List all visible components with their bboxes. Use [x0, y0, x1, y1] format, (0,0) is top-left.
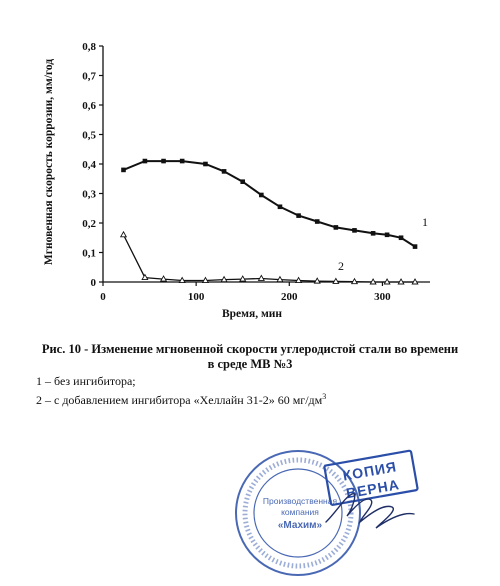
y-tick-label: 0,5	[82, 129, 96, 142]
company-seal	[236, 451, 360, 575]
caption-title: Изменение мгновенной скорости углеродистой стали во времени	[91, 342, 459, 356]
x-tick-label: 200	[281, 291, 298, 303]
legend-item-2-sup: 3	[322, 392, 327, 401]
series-label-1: 1	[422, 215, 428, 229]
x-axis-title: Время, мин	[221, 308, 283, 320]
copy-stamp	[324, 450, 418, 505]
y-tick-label: 0,4	[82, 159, 96, 171]
y-tick-label: 0,1	[82, 247, 96, 260]
legend-item-2-text: 2 – с добавлением ингибитора «Хеллайн 31-2» 60 мг/дм	[36, 393, 323, 407]
y-tick-label: 0,2	[82, 218, 96, 230]
copy-stamp-line-2: ВЕРНА	[344, 476, 401, 502]
series-label-2: 2	[338, 259, 344, 273]
y-tick-label: 0	[90, 277, 96, 289]
x-tick-label: 0	[100, 291, 106, 303]
seal-line-2: компания	[281, 507, 319, 517]
copy-stamp-line-1: КОПИЯ	[341, 458, 399, 484]
x-tick-label: 300	[374, 291, 391, 303]
y-tick-label: 0,8	[82, 41, 96, 53]
caption-line-2: в среде МВ №3	[207, 357, 293, 371]
y-tick-label: 0,7	[82, 70, 96, 83]
x-tick-label: 100	[187, 291, 205, 303]
y-tick-label: 0,3	[82, 188, 96, 201]
seal-line-1: Производственная	[262, 496, 338, 506]
y-tick-label: 0,6	[82, 100, 96, 112]
caption-prefix: Рис. 10 -	[41, 342, 89, 356]
seal-line-3: «Махим»	[277, 520, 323, 531]
y-axis-title: Мгновенная скорость коррозии, мм/год	[43, 58, 55, 266]
legend-item-1: 1 – без ингибитора;	[36, 374, 136, 388]
